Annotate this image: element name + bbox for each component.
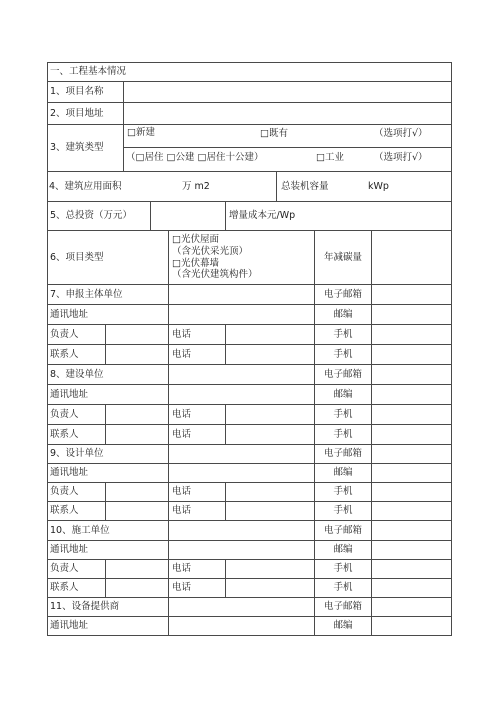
- unit-10-contact-mobile-label: 手机: [315, 579, 372, 598]
- unit-8-contact-field[interactable]: [106, 425, 169, 445]
- unit-8-leader-field[interactable]: [106, 405, 169, 425]
- unit-8-contact-phone-field[interactable]: [226, 425, 315, 445]
- unit-10-contact-label: 联系人: [47, 579, 106, 598]
- unit-7-leader-label: 负责人: [47, 325, 106, 345]
- unit-7-email-field[interactable]: [372, 285, 452, 305]
- pv-curtain-wall-note: （含光伏建筑构件）: [172, 269, 258, 281]
- incremental-cost-label: 增量成本元/Wp: [226, 202, 452, 231]
- unit-8-mobile-label: 手机: [315, 405, 372, 425]
- choose-hint: （选项打√）: [374, 128, 428, 139]
- unit-9-postcode-label: 邮编: [315, 464, 372, 483]
- project-name-label: 1、项目名称: [47, 82, 124, 103]
- area-unit: 万 m2: [182, 181, 210, 192]
- unit-10-contact-field[interactable]: [106, 579, 169, 598]
- unit-7-mobile-label: 手机: [315, 325, 372, 345]
- new-build-checkbox[interactable]: □新建: [127, 127, 155, 138]
- unit-11-email-field[interactable]: [372, 598, 452, 617]
- unit-8-postcode-field[interactable]: [372, 385, 452, 405]
- unit-11-postcode-label: 邮编: [315, 617, 372, 636]
- unit-8-mobile-field[interactable]: [372, 405, 452, 425]
- unit-10-name-field[interactable]: [169, 521, 315, 541]
- project-info-form: [47, 62, 452, 636]
- unit-7-postcode-label: 邮编: [315, 305, 372, 325]
- industry-checkbox[interactable]: □工业: [316, 152, 344, 163]
- unit-9-contact-mobile-field[interactable]: [372, 502, 452, 521]
- unit-10-phone-field[interactable]: [226, 560, 315, 579]
- unit-9-mobile-label: 手机: [315, 483, 372, 502]
- unit-9-leader-field[interactable]: [106, 483, 169, 502]
- unit-7-address-label: 通讯地址: [47, 305, 169, 325]
- investment-field[interactable]: [151, 202, 226, 231]
- unit-9-phone-label: 电话: [169, 483, 226, 502]
- unit-9-address-field[interactable]: [169, 464, 315, 483]
- capacity-unit: kWp: [368, 181, 389, 192]
- building-type-label: 3、建筑类型: [47, 125, 124, 172]
- unit-10-leader-field[interactable]: [106, 560, 169, 579]
- project-address-label: 2、项目地址: [47, 103, 124, 125]
- pv-curtain-wall-checkbox[interactable]: □光伏幕墙: [172, 257, 219, 269]
- unit-9-title: 9、设计单位: [47, 445, 169, 464]
- unit-7-contact-label: 联系人: [47, 345, 106, 365]
- unit-7-postcode-field[interactable]: [372, 305, 452, 325]
- unit-7-name-field[interactable]: [169, 285, 315, 305]
- unit-7-phone-field[interactable]: [226, 325, 315, 345]
- unit-9-postcode-field[interactable]: [372, 464, 452, 483]
- unit-10-contact-mobile-field[interactable]: [372, 579, 452, 598]
- unit-9-contact-label: 联系人: [47, 502, 106, 521]
- existing-build-checkbox[interactable]: □既有: [260, 128, 288, 139]
- unit-7-phone-label: 电话: [169, 325, 226, 345]
- unit-7-contact-phone-field[interactable]: [226, 345, 315, 365]
- unit-11-title: 11、设备提供商: [47, 598, 169, 617]
- unit-8-postcode-label: 邮编: [315, 385, 372, 405]
- unit-9-address-label: 通讯地址: [47, 464, 169, 483]
- pv-roof-note: （含光伏采光顶）: [172, 245, 249, 257]
- unit-9-email-field[interactable]: [372, 445, 452, 464]
- unit-8-name-field[interactable]: [169, 365, 315, 385]
- carbon-reduction-label: 年减碳量: [315, 231, 372, 285]
- unit-11-address-label: 通讯地址: [47, 617, 169, 636]
- unit-9-contact-mobile-label: 手机: [315, 502, 372, 521]
- unit-7-contact-mobile-label: 手机: [315, 345, 372, 365]
- project-address-field[interactable]: [124, 103, 452, 125]
- unit-8-contact-phone-label: 电话: [169, 425, 226, 445]
- unit-8-phone-field[interactable]: [226, 405, 315, 425]
- unit-9-email-label: 电子邮箱: [315, 445, 372, 464]
- unit-7-leader-field[interactable]: [106, 325, 169, 345]
- building-category-options[interactable]: （□居住 □公建 □居住十公建）: [126, 152, 264, 163]
- unit-9-leader-label: 负责人: [47, 483, 106, 502]
- section-header: 一、工程基本情况: [47, 62, 452, 82]
- unit-8-phone-label: 电话: [169, 405, 226, 425]
- unit-8-email-field[interactable]: [372, 365, 452, 385]
- unit-10-postcode-label: 邮编: [315, 541, 372, 560]
- project-name-field[interactable]: [124, 82, 452, 103]
- unit-10-mobile-field[interactable]: [372, 560, 452, 579]
- unit-11-email-label: 电子邮箱: [315, 598, 372, 617]
- choose-hint-2: （选项打√）: [374, 152, 428, 163]
- unit-10-postcode-field[interactable]: [372, 541, 452, 560]
- unit-9-contact-phone-field[interactable]: [226, 502, 315, 521]
- unit-7-contact-mobile-field[interactable]: [372, 345, 452, 365]
- unit-8-contact-mobile-field[interactable]: [372, 425, 452, 445]
- unit-8-contact-mobile-label: 手机: [315, 425, 372, 445]
- unit-9-phone-field[interactable]: [226, 483, 315, 502]
- unit-10-email-field[interactable]: [372, 521, 452, 541]
- unit-8-leader-label: 负责人: [47, 405, 106, 425]
- unit-11-postcode-field[interactable]: [372, 617, 452, 636]
- unit-8-address-label: 通讯地址: [47, 385, 169, 405]
- unit-7-email-label: 电子邮箱: [315, 285, 372, 305]
- unit-10-email-label: 电子邮箱: [315, 521, 372, 541]
- area-label: 4、建筑应用面积: [49, 181, 122, 192]
- unit-7-title: 7、申报主体单位: [47, 285, 169, 305]
- unit-10-contact-phone-label: 电话: [169, 579, 226, 598]
- unit-11-address-field[interactable]: [169, 617, 315, 636]
- unit-8-title: 8、建设单位: [47, 365, 169, 385]
- unit-7-address-field[interactable]: [169, 305, 315, 325]
- unit-10-address-field[interactable]: [169, 541, 315, 560]
- unit-10-mobile-label: 手机: [315, 560, 372, 579]
- unit-9-mobile-field[interactable]: [372, 483, 452, 502]
- unit-10-contact-phone-field[interactable]: [226, 579, 315, 598]
- unit-8-contact-label: 联系人: [47, 425, 106, 445]
- unit-8-address-field[interactable]: [169, 385, 315, 405]
- project-type-options: [169, 231, 315, 285]
- investment-label: 5、总投资（万元）: [47, 202, 151, 231]
- unit-7-contact-phone-label: 电话: [169, 345, 226, 365]
- pv-roof-checkbox[interactable]: □光伏屋面: [172, 233, 219, 245]
- unit-9-contact-phone-label: 电话: [169, 502, 226, 521]
- unit-10-address-label: 通讯地址: [47, 541, 169, 560]
- project-type-label: 6、项目类型: [47, 231, 169, 285]
- unit-9-contact-field[interactable]: [106, 502, 169, 521]
- capacity-label: 总装机容量: [281, 181, 329, 192]
- unit-10-leader-label: 负责人: [47, 560, 106, 579]
- unit-7-contact-field[interactable]: [106, 345, 169, 365]
- unit-8-email-label: 电子邮箱: [315, 365, 372, 385]
- unit-10-phone-label: 电话: [169, 560, 226, 579]
- carbon-reduction-field[interactable]: [372, 231, 452, 285]
- unit-11-name-field[interactable]: [169, 598, 315, 617]
- unit-10-title: 10、施工单位: [47, 521, 169, 541]
- unit-9-name-field[interactable]: [169, 445, 315, 464]
- unit-7-mobile-field[interactable]: [372, 325, 452, 345]
